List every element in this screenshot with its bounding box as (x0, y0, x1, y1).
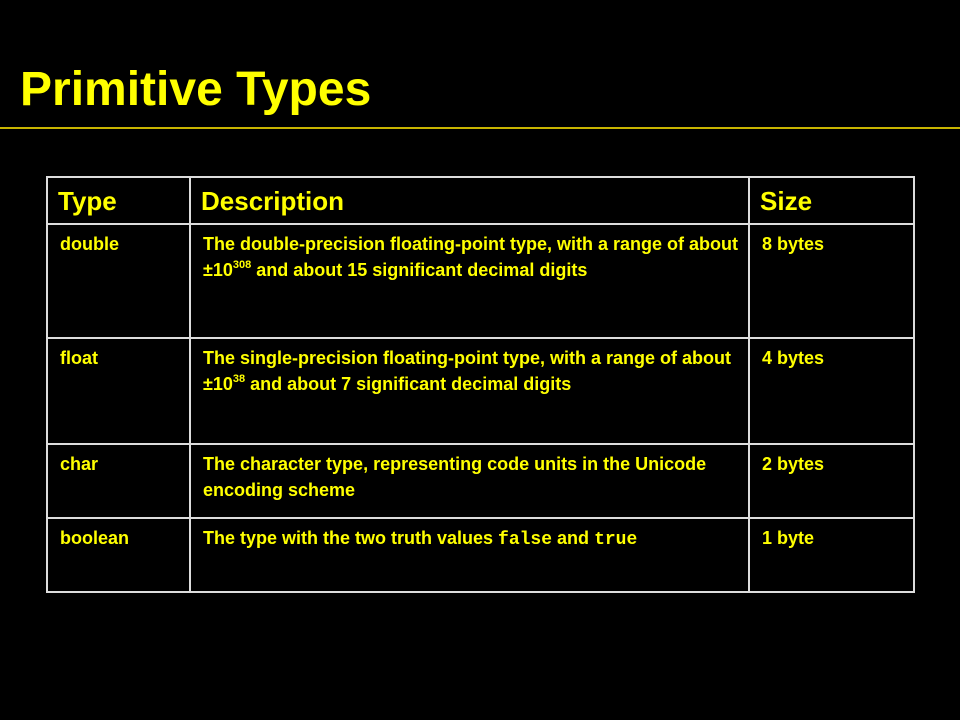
header-description: Description (190, 177, 749, 224)
description-text: and about 15 significant decimal digits (251, 260, 588, 280)
description-text: and about 7 significant decimal digits (245, 374, 572, 394)
description-text: and (552, 528, 595, 548)
description-text: The double-precision floating-point type, with a range of about ±10 (203, 234, 738, 280)
description-text: The single-precision floating-point type, with a range of about ±10 (203, 348, 732, 394)
description-boolean (190, 518, 749, 592)
primitive-types-table (46, 176, 915, 593)
type-name-float: float (47, 338, 190, 444)
exponent: 38 (232, 373, 246, 385)
header-size: Size (749, 177, 914, 224)
size-float: 4 bytes (749, 338, 914, 444)
table-row (47, 224, 914, 338)
code-true: true (594, 530, 638, 550)
type-name-double: double (47, 224, 190, 338)
description-double (190, 224, 749, 338)
description-text: The type with the two truth values (203, 528, 499, 548)
code-false: false (498, 530, 553, 550)
header-type: Type (47, 177, 190, 224)
title-divider (0, 127, 960, 129)
slide-title: Primitive Types (20, 63, 372, 116)
table-row (47, 444, 914, 518)
size-double: 8 bytes (749, 224, 914, 338)
description-char: The character type, representing code units in the Unicode encoding scheme (190, 444, 749, 518)
exponent: 308 (232, 259, 252, 271)
description-float (190, 338, 749, 444)
type-name-char: char (47, 444, 190, 518)
table-row (47, 518, 914, 592)
table-header-row (47, 177, 914, 224)
size-char: 2 bytes (749, 444, 914, 518)
size-boolean: 1 byte (749, 518, 914, 592)
table-row (47, 338, 914, 444)
type-name-boolean: boolean (47, 518, 190, 592)
